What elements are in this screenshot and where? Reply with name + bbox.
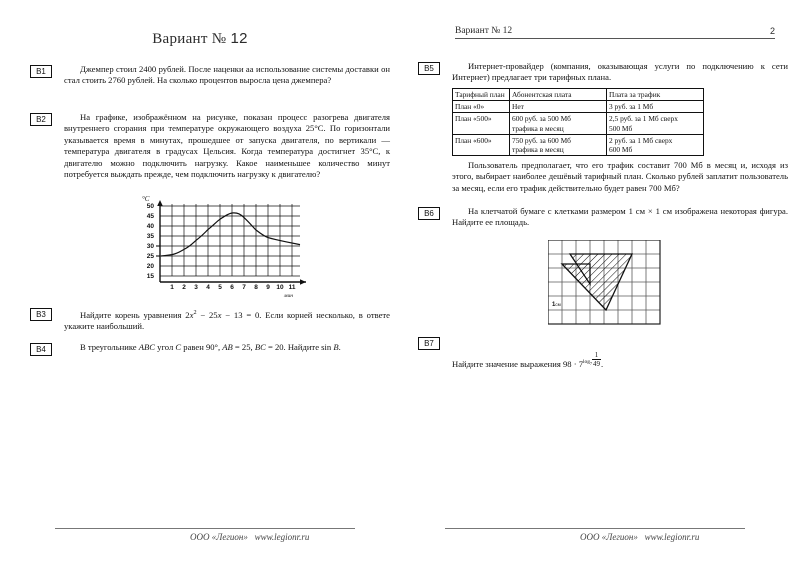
task-tag-b7: B7 [418, 337, 440, 350]
task-b3-text-pre: Найдите корень уравнения 2 [80, 309, 190, 320]
tariff-traffic-500-line2: 500 Мб [609, 123, 633, 133]
task-b4-text-a: угол [155, 342, 176, 352]
chart-xtick-8: 8 [254, 284, 258, 291]
tariff-fee-500 [510, 113, 607, 134]
chart-xtick-9: 9 [266, 284, 270, 291]
chart-xtick-6: 6 [230, 284, 234, 291]
task-b7-text [452, 351, 788, 370]
task-b7-log-base: 7 [590, 361, 593, 367]
tariff-fee-0: Нет [510, 101, 607, 113]
task-b3-exponent: 2 [193, 309, 197, 316]
chart-ytick-35: 35 [146, 233, 154, 240]
task-b3-var-x1: x [189, 309, 194, 320]
tariff-fee-600 [510, 134, 607, 155]
page-number: 2 [769, 26, 775, 36]
table-row [453, 134, 704, 155]
right-footer-site: www.legionr.ru [644, 532, 700, 542]
task-tag-b5: B5 [418, 62, 440, 75]
task-b4-triangle-abc: ABC [138, 342, 155, 352]
tariff-fee-600-line1: 750 руб. за 600 Мб [512, 135, 571, 145]
chart-ytick-25: 25 [146, 253, 154, 260]
chart-xtick-11: 11 [288, 284, 296, 291]
task-tag-b6: B6 [418, 207, 440, 220]
chart-xtick-2: 2 [182, 284, 186, 291]
tariff-traffic-500 [607, 113, 704, 134]
tariff-traffic-600 [607, 134, 704, 155]
chart-xtick-5: 5 [218, 284, 222, 291]
task-b3-text-mid: − 25 [196, 309, 218, 320]
tariff-table [452, 88, 704, 156]
chart-plot-area [138, 196, 328, 308]
task-b3-var-x2: x [217, 309, 222, 320]
task-b1-text: Джемпер стоил 2400 рублей. После наценки аа использование системы доставки он стал стоить 2760 рублей. На сколько процентов выросла цена джемпера? [64, 64, 390, 86]
chart-x-axis-label: мин [284, 293, 293, 299]
chart-ytick-45: 45 [146, 213, 154, 220]
task-tag-b1: B1 [30, 65, 52, 78]
task-b3-text [64, 307, 390, 333]
chart-xtick-3: 3 [194, 284, 198, 291]
task-tag-b2: B2 [30, 113, 52, 126]
task-b3-text-post: − 13 = 0. Если корней несколько, в ответе укажите наибольший. [64, 309, 390, 332]
grid-figure-svg [548, 240, 672, 334]
numero-sign: № [211, 31, 227, 47]
tariff-plan-600: План «600» [453, 134, 510, 155]
task-b4-text [64, 342, 390, 353]
task-b7-fraction [592, 351, 604, 369]
tariff-plan-500: План «500» [453, 113, 510, 134]
table-row [453, 101, 704, 113]
left-footer-site: www.legionr.ru [254, 532, 310, 542]
right-footer-publisher: ООО «Легион» [580, 532, 638, 542]
task-b4-text-pre: В треугольнике [80, 342, 139, 352]
table-header-row [453, 89, 704, 101]
left-footer-text [190, 532, 309, 542]
chart-xtick-10: 10 [276, 284, 284, 291]
running-head-variant: Вариант № 12 [455, 26, 513, 36]
tariff-traffic-500-line1: 2,5 руб. за 1 Мб сверх [609, 114, 678, 124]
tariff-fee-600-line2: трафика в месяц [512, 145, 564, 155]
task-b4-segment-ab: AB [222, 342, 233, 352]
task-b4-angle-b: B [333, 342, 339, 352]
tariff-traffic-600-line1: 2 руб. за 1 Мб сверх [609, 135, 673, 145]
running-head [455, 26, 775, 36]
task-b7-text-pre: Найдите значение выражения 98 · 7 [452, 358, 583, 369]
task-b2-text: На графике, изображённом на рисунке, показан процесс разогрева двигателя внутреннего сгорания при температуре окружающего воздуха 25°С. По горизонтали указывается время в минутах, прошедшее от запуска двигателя, по вертикали — температура двигателя в градусах Цельсия. Когда температура достигнет 35°С, к двигателю можно подключить нагрузку. Какое наименьшее количество минут потребуется выждать прежде, чем подключить нагрузку к двигателю? [64, 112, 390, 180]
tariff-col-traffic: Плата за трафик [607, 89, 704, 101]
chart-ytick-20: 20 [146, 263, 154, 270]
tariff-fee-500-line2: трафика в месяц [512, 123, 564, 133]
chart-ytick-50: 50 [146, 203, 154, 210]
task-tag-b3: B3 [30, 308, 52, 321]
temperature-chart [138, 196, 328, 308]
tariff-col-plan: Тарифный план [453, 89, 510, 101]
tariff-col-fee: Абонентская плата [510, 89, 607, 101]
tariff-traffic-600-line2: 600 Мб [609, 145, 633, 155]
scale-unit: см [555, 302, 561, 307]
task-b5-intro: Интернет-провайдер (компания, оказывающая услуги по подключению к сети Интернет) предлагает три тарифных плана. [452, 61, 788, 83]
chart-xtick-7: 7 [242, 284, 246, 291]
task-b4-text-d: = 20. Найдите sin [265, 342, 334, 352]
task-b4-vertex-c: C [175, 342, 182, 352]
task-b7-log-expression [583, 351, 601, 368]
chart-ytick-40: 40 [146, 223, 154, 230]
right-footer-divider [445, 528, 745, 529]
chart-ytick-15: 15 [146, 273, 154, 280]
task-b5-outro: Пользователь предполагает, что его трафик составит 700 Мб в месяц и, исходя из этого, выбирает наиболее дешёвый тарифный план. Сколько рублей заплатит пользователь за месяц, если его трафик действительно будет равен 700 Мб? [452, 160, 788, 193]
running-head-divider [455, 38, 775, 39]
variant-word: Вариант [152, 31, 208, 47]
task-b4-text-c: = 25, [232, 342, 255, 352]
table-row [453, 113, 704, 134]
scale-value: 1 [552, 302, 556, 308]
chart-xtick-4: 4 [206, 284, 210, 291]
chart-y-axis-label: °C [142, 195, 150, 203]
grid-figure [548, 240, 678, 340]
variant-number: 12 [230, 30, 248, 47]
chart-xtick-1: 1 [170, 284, 174, 291]
chart-ytick-30: 30 [146, 243, 154, 250]
task-tag-b4: B4 [30, 343, 52, 356]
left-footer-publisher: ООО «Легион» [190, 532, 248, 542]
task-b7-text-post: . [601, 358, 604, 369]
task-b4-text-e: . [338, 342, 341, 352]
task-b4-segment-bc: BC [254, 342, 266, 352]
page-gutter [400, 0, 401, 566]
tariff-traffic-0: 3 руб. за 1 Мб [607, 101, 704, 113]
task-b4-text-b: равен 90°, [181, 342, 223, 352]
page-title [0, 30, 400, 48]
right-page-column [400, 0, 800, 566]
task-b6-text: На клетчатой бумаге с клетками размером 1 см × 1 см изображена некоторая фигура. Найдите ее площадь. [452, 206, 788, 228]
task-b7-log-word: log [583, 359, 591, 365]
task-b7-frac-numerator: 1 [592, 351, 601, 360]
right-footer-text [580, 532, 699, 542]
tariff-fee-500-line1: 600 руб. за 500 Мб [512, 114, 571, 124]
task-b7-frac-denominator: 49 [593, 360, 601, 368]
left-footer-divider [55, 528, 355, 529]
scale-label [552, 302, 561, 308]
tariff-plan-0: План «0» [453, 101, 510, 113]
